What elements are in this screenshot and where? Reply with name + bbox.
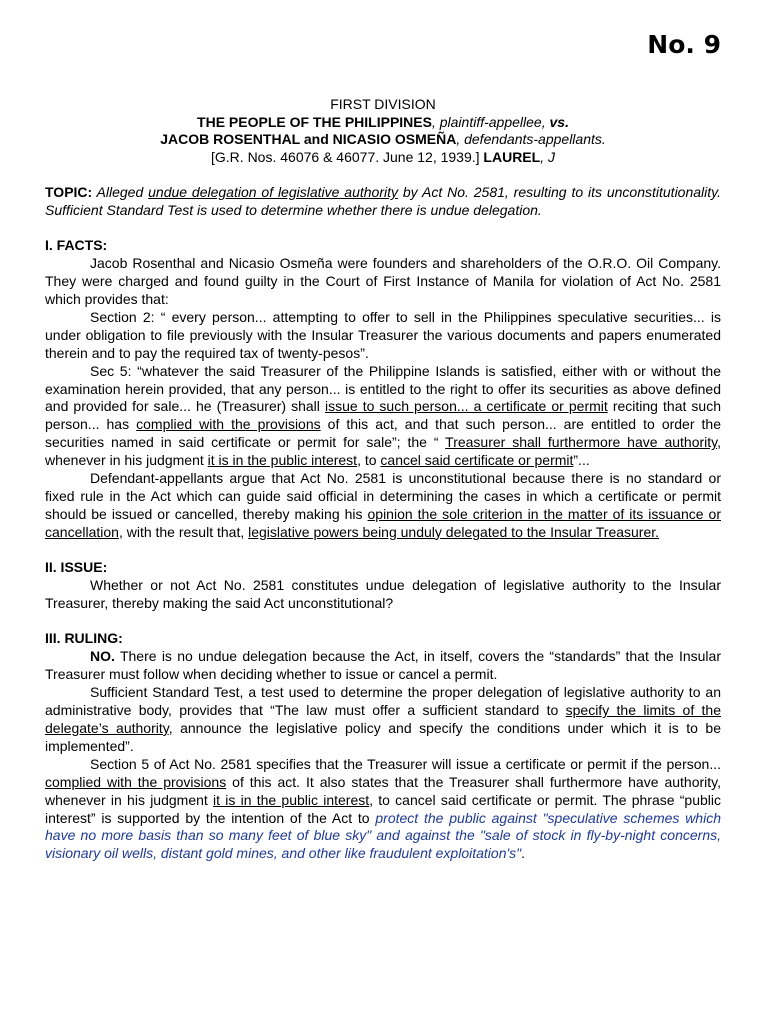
versus: vs. bbox=[549, 113, 569, 130]
topic-text: Alleged undue delegation of legislative authority by Act No. 2581, resulting to its unconstitutionality. Sufficient Standard Test is used to determine whether there is undue delegation. bbox=[45, 184, 721, 218]
defendant-names: JACOB ROSENTHAL and NICASIO OSMEÑA bbox=[160, 131, 457, 147]
facts-argument: Defendant-appellants argue that Act No. 2581 is unconstitutional because there is no standard or fixed rule in the Act which can guide said official in determining the cases in which a certificate or permit should be issued or cancelled, thereby making his opinion the sole criterion in the matter of its issuance or cancellation, with the result that, legislative powers being unduly delegated to the Insular Treasurer. bbox=[45, 470, 721, 540]
citation-line bbox=[45, 149, 721, 167]
case-number: No. 9 bbox=[647, 30, 721, 59]
plaintiff-role: , plaintiff-appellee, bbox=[431, 113, 550, 130]
division: FIRST DIVISION bbox=[330, 96, 436, 112]
parties-line-1 bbox=[45, 114, 721, 132]
facts-section-5: Sec 5: “whatever the said Treasurer of the Philippine Islands is satisfied, either with or without the examination herein provided, that any person... is entitled to the right to offer its securities as above defined and provided for sale... he (Treasurer) shall issue to such person... a certificate or permit reciting that such person... has complied with the provisions of this act, and that such person... are entitled to order the securities named in said certificate or permit for sale”; the “ Treasurer shall furthermore have authority, whenever in his judgment it is in the public interest, to cancel said certificate or permit”... bbox=[45, 362, 721, 469]
citation: [G.R. Nos. 46076 & 46077. June 12, 1939.] bbox=[211, 148, 484, 165]
ruling-answer: NO. There is no undue delegation because the Act, in itself, covers the “standards” that the Insular Treasurer must follow when deciding whether to issue or cancel a permit. bbox=[45, 648, 721, 683]
facts-section-2: Section 2: “ every person... attempting to offer to sell in the Philippines speculative securities... is under obligation to file previously with the Insular Treasurer the various documents and papers enumerated therein and to pay the required tax of twenty-pesos”. bbox=[45, 308, 721, 361]
case-caption bbox=[45, 96, 721, 166]
topic-label: TOPIC: bbox=[45, 184, 93, 200]
defendant-role: , defendants-appellants. bbox=[456, 131, 606, 147]
document-body bbox=[45, 184, 721, 863]
parties-line-2 bbox=[45, 131, 721, 149]
ruling-test: Sufficient Standard Test, a test used to determine the proper delegation of legislative authority to an administrative body, provides that “The law must offer a sufficient standard to specify the limits of the delegate’s authority, announce the legislative policy and specify the conditions under which it is to be implemented”. bbox=[45, 684, 721, 754]
facts-heading: I. FACTS: bbox=[45, 237, 108, 254]
ponente-suffix: , J bbox=[540, 148, 555, 165]
issue-heading: II. ISSUE: bbox=[45, 559, 108, 576]
ruling-section-5: Section 5 of Act No. 2581 specifies that the Treasurer will issue a certificate or permit if the person... complied with the provisions of this act. It also states that the Treasurer shall furthermore have authority, whenever in his judgment it is in the public interest, to cancel said certificate or permit. The phrase “public interest” is supported by the intention of the Act to protect the public against "speculative schemes which have no more basis than so many feet of blue sky" and against the "sale of stock in fly-by-night concerns, visionary oil wells, distant gold mines, and other like fraudulent exploitation's". bbox=[45, 755, 721, 862]
issue-paragraph: Whether or not Act No. 2581 constitutes undue delegation of legislative authority to the Insular Treasurer, thereby making the said Act unconstitutional? bbox=[45, 577, 721, 612]
blue-sky-quote: protect the public against "speculative schemes which have no more basis than so many feet of blue sky" and against the "sale of stock in fly-by-night concerns, visionary oil wells, distant gold mines, and other like fraudulent exploitation's" bbox=[45, 809, 721, 862]
facts-paragraph: Jacob Rosenthal and Nicasio Osmeña were founders and shareholders of the O.R.O. Oil Company. They were charged and found guilty in the Court of First Instance of Manila for violation of Act No. 2581 which provides that: bbox=[45, 255, 721, 308]
topic bbox=[45, 184, 721, 220]
ruling-heading: III. RULING: bbox=[45, 630, 123, 647]
plaintiff-name: THE PEOPLE OF THE PHILIPPINES bbox=[197, 113, 432, 130]
ponente: LAUREL bbox=[483, 148, 541, 165]
